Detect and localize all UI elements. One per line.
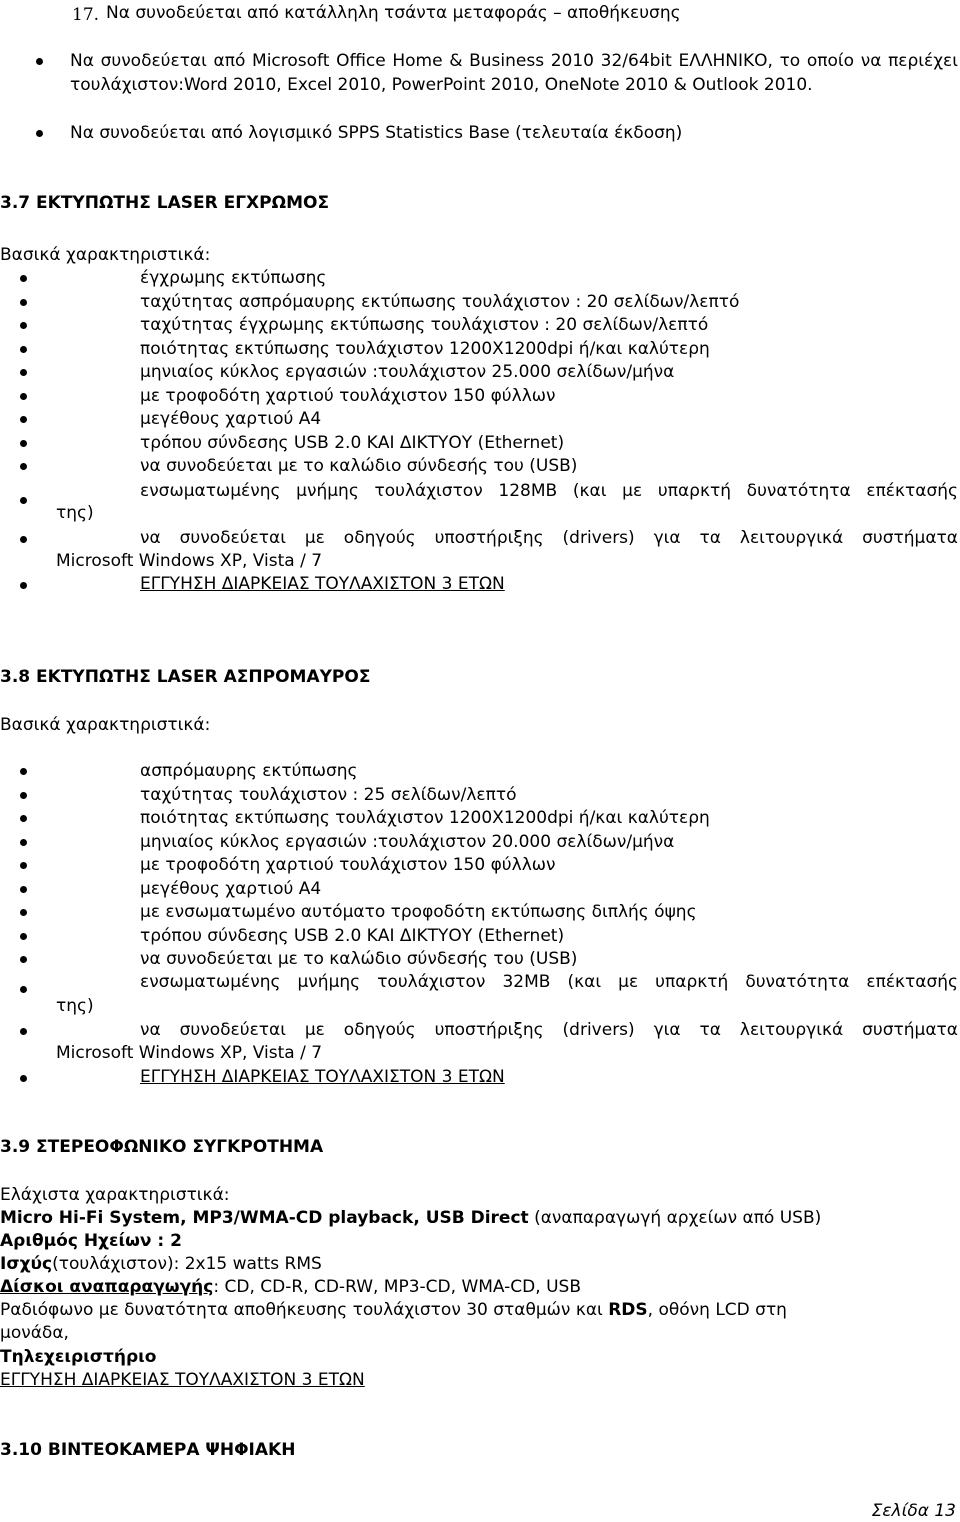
- s39-line-4-rest: : CD, CD-R, CD-RW, MP3-CD, WMA-CD, USB: [213, 1277, 581, 1297]
- s39-line-3-rest: (τουλάχιστον): 2x15 watts RMS: [52, 1254, 322, 1274]
- office-requirement-text: Να συνοδεύεται από Microsoft Office Home & Business 2010 32/64bit ΕΛΛΗΝΙΚΟ, το οποίο να περιέχει τουλάχιστον:Word 2010, Excel 2010, PowerPoint 2010, OneNote 2010 & Outlook 2010.: [70, 51, 958, 95]
- s39-line-6: Τηλεχειριστήριο: [0, 1347, 157, 1367]
- section-3-8-heading: 3.8 ΕΚΤΥΠΩΤΗΣ LASER ΑΣΠΡΟΜΑΥΡΟΣ: [0, 667, 371, 687]
- bullet-icon: [20, 416, 27, 423]
- list-item: ασπρόμαυρης εκτύπωσης: [140, 761, 358, 781]
- bullet-icon: [36, 130, 43, 137]
- bullet-icon: [20, 393, 27, 400]
- s39-warranty: ΕΓΓΥΗΣΗ ΔΙΑΡΚΕΙΑΣ ΤΟΥΛΑΧΙΣΤΟΝ 3 ΕΤΩΝ: [0, 1370, 365, 1390]
- s39-line-5: [0, 1299, 787, 1321]
- page-number: Σελίδα 13: [871, 1501, 956, 1521]
- s38-memory-cont: της): [56, 996, 94, 1016]
- list-item: μεγέθους χαρτιού Α4: [140, 409, 322, 429]
- bullet-icon: [20, 322, 27, 329]
- list-item: με ενσωματωμένο αυτόματο τροφοδότη εκτύπωσης διπλής όψης: [140, 902, 697, 922]
- s37-drivers-line: να συνοδεύεται με οδηγούς υποστήριξης (drivers) για τα λειτουργικά συστήματα: [140, 528, 958, 548]
- bullet-icon: [20, 886, 27, 893]
- section-3-10-heading: 3.10 ΒΙΝΤΕΟΚΑΜΕΡΑ ΨΗΦΙΑΚΗ: [0, 1440, 296, 1460]
- bullet-icon: [20, 346, 27, 353]
- list-item: τρόπου σύνδεσης USB 2.0 ΚΑΙ ΔΙΚΤΥΟΥ (Ethernet): [140, 925, 565, 946]
- bullet-icon: [20, 1075, 27, 1082]
- bullet-icon: [20, 815, 27, 822]
- list-item: μεγέθους χαρτιού Α4: [140, 878, 322, 899]
- bullet-icon: [20, 275, 27, 282]
- list-item: έγχρωμης εκτύπωσης: [140, 268, 327, 288]
- list-item: ποιότητας εκτύπωσης τουλάχιστον 1200Χ1200dpi ή/και καλύτερη: [140, 338, 710, 359]
- list-item: να συνοδεύεται με το καλώδιο σύνδεσής του (USB): [140, 949, 578, 969]
- s38-memory-line: ενσωματωμένης μνήμης τουλάχιστον 32MB (και με υπαρκτή δυνατότητα επέκτασής: [140, 972, 958, 992]
- bullet-icon: [20, 956, 27, 963]
- s39-line-1: [0, 1207, 821, 1229]
- section-3-9-heading: 3.9 ΣΤΕΡΕΟΦΩΝΙΚΟ ΣΥΓΚΡΟΤΗΜΑ: [0, 1137, 324, 1157]
- list-item: ταχύτητας τουλάχιστον : 25 σελίδων/λεπτό: [140, 784, 517, 805]
- section-3-7-intro: Βασικά χαρακτηριστικά:: [0, 245, 211, 265]
- bullet-icon: [20, 440, 27, 447]
- item-17-number: 17.: [72, 5, 100, 25]
- s39-line-1-bold: Micro Hi-Fi System, MP3/WMA-CD playback, USB Direct: [0, 1208, 529, 1228]
- bullet-icon: [20, 909, 27, 916]
- s39-line-1-rest: (αναπαραγωγή αρχείων από USB): [528, 1208, 822, 1228]
- s39-line-5-a: Ραδιόφωνο με δυνατότητα αποθήκευσης τουλάχιστον 30 σταθμών και: [0, 1300, 609, 1320]
- s39-line-5-b: , οθόνη LCD στη: [647, 1300, 787, 1320]
- s39-line-4: [0, 1276, 581, 1298]
- s39-line-2: Αριθμός Ηχείων : 2: [0, 1231, 182, 1251]
- list-item: ποιότητας εκτύπωσης τουλάχιστον 1200Χ1200dpi ή/και καλύτερη: [140, 808, 710, 828]
- s37-warranty: ΕΓΓΥΗΣΗ ΔΙΑΡΚΕΙΑΣ ΤΟΥΛΑΧΙΣΤΟΝ 3 ΕΤΩΝ: [140, 574, 505, 594]
- bullet-icon: [36, 58, 43, 65]
- bullet-icon: [20, 497, 27, 504]
- section-3-7-heading: 3.7 ΕΚΤΥΠΩΤΗΣ LASER ΕΓΧΡΩΜΟΣ: [0, 193, 330, 213]
- list-item: να συνοδεύεται με το καλώδιο σύνδεσής του (USB): [140, 456, 578, 476]
- s37-memory-cont: της): [56, 503, 94, 523]
- s38-warranty: ΕΓΓΥΗΣΗ ΔΙΑΡΚΕΙΑΣ ΤΟΥΛΑΧΙΣΤΟΝ 3 ΕΤΩΝ: [140, 1067, 505, 1087]
- bullet-icon: [20, 768, 27, 775]
- spss-requirement-text: Να συνοδεύεται από λογισμικό SPPS Statistics Base (τελευταία έκδοση): [70, 123, 683, 143]
- bullet-icon: [20, 933, 27, 940]
- bullet-icon: [20, 839, 27, 846]
- list-item: μηνιαίος κύκλος εργασιών :τουλάχιστον 20.000 σελίδων/μήνα: [140, 831, 675, 852]
- s37-drivers-cont: Microsoft Windows XP, Vista / 7: [56, 551, 323, 571]
- s39-line-4-bold: Δίσκοι αναπαραγωγής: [0, 1277, 214, 1297]
- bullet-icon: [20, 369, 27, 376]
- s38-drivers-cont: Microsoft Windows XP, Vista / 7: [56, 1043, 323, 1063]
- bullet-icon: [20, 1028, 27, 1035]
- s39-line-3: [0, 1253, 322, 1275]
- bullet-icon: [20, 792, 27, 799]
- list-item: με τροφοδότη χαρτιού τουλάχιστον 150 φύλλων: [140, 385, 556, 406]
- list-item: τρόπου σύνδεσης USB 2.0 ΚΑΙ ΔΙΚΤΥΟΥ (Ethernet): [140, 432, 565, 453]
- bullet-icon: [20, 986, 27, 993]
- bullet-icon: [20, 536, 27, 543]
- bullet-icon: [20, 582, 27, 589]
- s37-memory-line: ενσωματωμένης μνήμης τουλάχιστον 128MB (και με υπαρκτή δυνατότητα επέκτασής: [140, 481, 958, 501]
- bullet-icon: [20, 299, 27, 306]
- section-3-9-intro: Ελάχιστα χαρακτηριστικά:: [0, 1185, 230, 1205]
- section-3-8-intro: Βασικά χαρακτηριστικά:: [0, 715, 211, 735]
- s39-line-5-cont: μονάδα,: [0, 1323, 69, 1343]
- bullet-icon: [20, 862, 27, 869]
- item-17-text: Να συνοδεύεται από κατάλληλη τσάντα μεταφοράς – αποθήκευσης: [106, 3, 681, 23]
- s39-line-5-bold: RDS: [608, 1300, 648, 1320]
- s39-line-3-bold: Ισχύς: [0, 1254, 53, 1274]
- bullet-icon: [20, 463, 27, 470]
- list-item: με τροφοδότη χαρτιού τουλάχιστον 150 φύλλων: [140, 855, 556, 875]
- list-item: ταχύτητας ασπρόμαυρης εκτύπωσης τουλάχιστον : 20 σελίδων/λεπτό: [140, 291, 740, 312]
- list-item: μηνιαίος κύκλος εργασιών :τουλάχιστον 25.000 σελίδων/μήνα: [140, 362, 675, 382]
- list-item: ταχύτητας έγχρωμης εκτύπωσης τουλάχιστον : 20 σελίδων/λεπτό: [140, 315, 709, 335]
- s38-drivers-line: να συνοδεύεται με οδηγούς υποστήριξης (drivers) για τα λειτουργικά συστήματα: [140, 1020, 958, 1040]
